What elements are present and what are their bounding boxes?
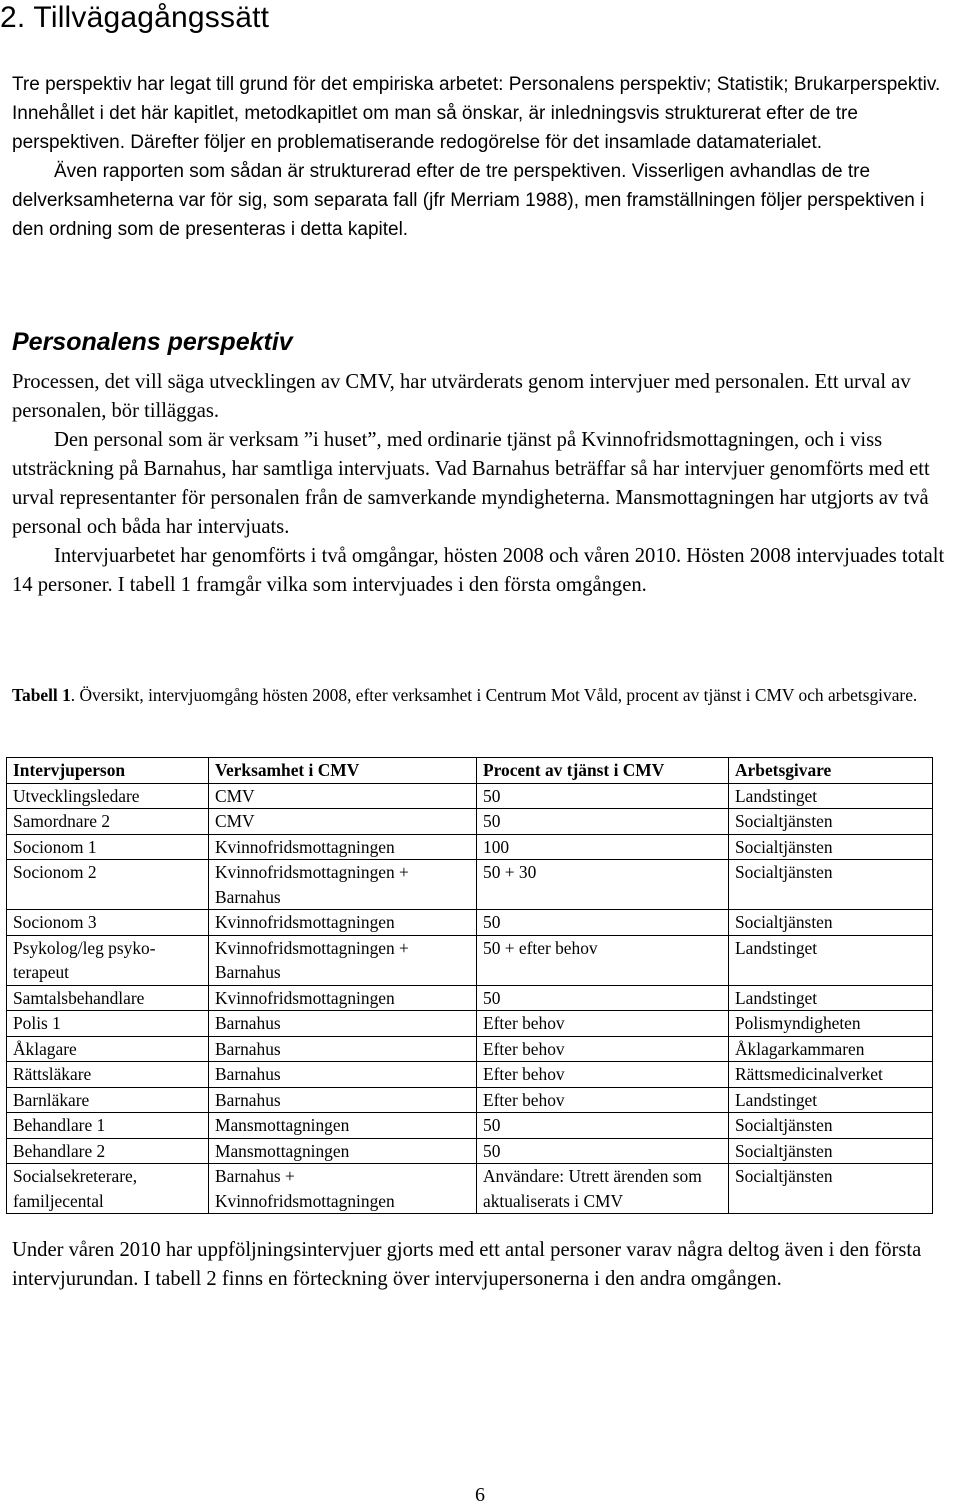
table-row (7, 1138, 933, 1164)
table-row (7, 1062, 933, 1088)
staff-table (6, 757, 933, 1214)
cell-intervjuperson: Samordnare 2 (7, 809, 209, 835)
cell-intervjuperson: Rättsläkare (7, 1062, 209, 1088)
cell-verksamhet: Kvinnofridsmottagningen (209, 834, 477, 860)
table-row (7, 783, 933, 809)
table-row (7, 1036, 933, 1062)
table-row (7, 935, 933, 985)
cell-verksamhet: Kvinnofridsmottagningen (209, 910, 477, 936)
cell-arbetsgivare: Socialtjänsten (729, 1164, 933, 1214)
cell-procent: 100 (477, 834, 729, 860)
cell-procent: 50 (477, 910, 729, 936)
cell-intervjuperson: Psykolog/leg psyko-terapeut (7, 935, 209, 985)
header-verksamhet: Verksamhet i CMV (209, 758, 477, 784)
cell-verksamhet: Mansmottagningen (209, 1138, 477, 1164)
table-row (7, 1113, 933, 1139)
cell-intervjuperson: Socialsekreterare, familjecental (7, 1164, 209, 1214)
cell-intervjuperson: Behandlare 2 (7, 1138, 209, 1164)
cell-procent: 50 (477, 783, 729, 809)
section-paragraph-2: Den personal som är verksam ”i huset”, med ordinarie tjänst på Kvinnofridsmottagningen, och i viss utsträckning på Barnahus, har samtliga intervjuats. Vad Barnahus beträffar så har intervjuer genomförts med ett urval representanter för personalen från de samverkande myndigheterna. Mansmottagningen har utgjorts av två personal och båda har intervjuats. (12, 429, 930, 538)
section-body (12, 368, 957, 600)
cell-verksamhet: Barnahus (209, 1062, 477, 1088)
cell-arbetsgivare: Rättsmedicinalverket (729, 1062, 933, 1088)
cell-procent: 50 (477, 809, 729, 835)
cell-arbetsgivare: Socialtjänsten (729, 910, 933, 936)
table-body (7, 783, 933, 1214)
intro-section (12, 70, 957, 244)
header-intervjuperson: Intervjuperson (7, 758, 209, 784)
cell-verksamhet: Kvinnofridsmottagningen + Barnahus (209, 860, 477, 910)
header-arbetsgivare: Arbetsgivare (729, 758, 933, 784)
cell-procent: Användare: Utrett ärenden som aktualiserats i CMV (477, 1164, 729, 1214)
cell-verksamhet: CMV (209, 783, 477, 809)
cell-intervjuperson: Polis 1 (7, 1011, 209, 1037)
chapter-title: 2. Tillvägagångssätt (0, 1, 270, 34)
cell-arbetsgivare: Socialtjänsten (729, 1138, 933, 1164)
table-caption-label: Tabell 1 (12, 685, 71, 705)
cell-arbetsgivare: Polismyndigheten (729, 1011, 933, 1037)
table-row (7, 985, 933, 1011)
table-row (7, 1164, 933, 1214)
cell-intervjuperson: Socionom 3 (7, 910, 209, 936)
cell-procent: 50 (477, 1113, 729, 1139)
cell-verksamhet: CMV (209, 809, 477, 835)
cell-procent: Efter behov (477, 1087, 729, 1113)
page-number: 6 (475, 1484, 485, 1506)
table-header-row (7, 758, 933, 784)
table-row (7, 834, 933, 860)
cell-verksamhet: Mansmottagningen (209, 1113, 477, 1139)
cell-procent: 50 + efter behov (477, 935, 729, 985)
cell-procent: Efter behov (477, 1036, 729, 1062)
cell-intervjuperson: Behandlare 1 (7, 1113, 209, 1139)
cell-verksamhet: Barnahus (209, 1087, 477, 1113)
cell-arbetsgivare: Landstinget (729, 783, 933, 809)
cell-arbetsgivare: Landstinget (729, 935, 933, 985)
table-row (7, 1087, 933, 1113)
cell-procent: 50 + 30 (477, 860, 729, 910)
cell-arbetsgivare: Landstinget (729, 985, 933, 1011)
section-paragraph-1: Processen, det vill säga utvecklingen av CMV, har utvärderats genom intervjuer med personalen. Ett urval av personalen, bör tilläggas. (12, 371, 911, 422)
closing-paragraph-1: Under våren 2010 har uppföljningsintervjuer gjorts med ett antal personer varav några deltog även i den första intervjurundan. I tabell 2 finns en förteckning över intervjupersonerna i den andra omgången. (12, 1239, 922, 1290)
section-title: Personalens perspektiv (12, 328, 293, 356)
intro-paragraph-1: Tre perspektiv har legat till grund för det empiriska arbetet: Personalens perspektiv; Statistik; Brukarperspektiv. Innehållet i det här kapitlet, metodkapitlet om man så önskar, är inledningsvis strukturerat efter de tre perspektiven. Därefter följer en problematiserande redogörelse för det insamlade datamaterialet. (12, 74, 941, 153)
cell-procent: 50 (477, 1138, 729, 1164)
cell-procent: 50 (477, 985, 729, 1011)
header-procent: Procent av tjänst i CMV (477, 758, 729, 784)
cell-intervjuperson: Samtalsbehandlare (7, 985, 209, 1011)
cell-arbetsgivare: Socialtjänsten (729, 1113, 933, 1139)
cell-arbetsgivare: Åklagarkammaren (729, 1036, 933, 1062)
cell-procent: Efter behov (477, 1062, 729, 1088)
section-paragraph-3: Intervjuarbetet har genomförts i två omgångar, hösten 2008 och våren 2010. Hösten 2008 intervjuades totalt 14 personer. I tabell 1 framgår vilka som intervjuades i den första omgången. (12, 545, 945, 596)
table-caption (12, 684, 957, 707)
cell-arbetsgivare: Socialtjänsten (729, 809, 933, 835)
cell-arbetsgivare: Socialtjänsten (729, 834, 933, 860)
cell-verksamhet: Barnahus (209, 1036, 477, 1062)
intro-paragraph-2: Även rapporten som sådan är strukturerad efter de tre perspektiven. Visserligen avhandlas de tre delverksamheterna var för sig, som separata fall (jfr Merriam 1988), men framställningen följer perspektiven i den ordning som de presenteras i detta kapitel. (12, 161, 925, 240)
cell-arbetsgivare: Socialtjänsten (729, 860, 933, 910)
cell-intervjuperson: Utvecklingsledare (7, 783, 209, 809)
cell-verksamhet: Kvinnofridsmottagningen + Barnahus (209, 935, 477, 985)
cell-arbetsgivare: Landstinget (729, 1087, 933, 1113)
table-row (7, 910, 933, 936)
cell-verksamhet: Barnahus + Kvinnofridsmottagningen (209, 1164, 477, 1214)
cell-verksamhet: Barnahus (209, 1011, 477, 1037)
table-caption-text: . Översikt, intervjuomgång hösten 2008, efter verksamhet i Centrum Mot Våld, procent av tjänst i CMV och arbetsgivare. (70, 685, 918, 705)
cell-verksamhet: Kvinnofridsmottagningen (209, 985, 477, 1011)
cell-intervjuperson: Socionom 2 (7, 860, 209, 910)
cell-intervjuperson: Åklagare (7, 1036, 209, 1062)
table-row (7, 860, 933, 910)
cell-intervjuperson: Barnläkare (7, 1087, 209, 1113)
cell-procent: Efter behov (477, 1011, 729, 1037)
table-row (7, 809, 933, 835)
table-row (7, 1011, 933, 1037)
closing-section (12, 1236, 957, 1294)
cell-intervjuperson: Socionom 1 (7, 834, 209, 860)
